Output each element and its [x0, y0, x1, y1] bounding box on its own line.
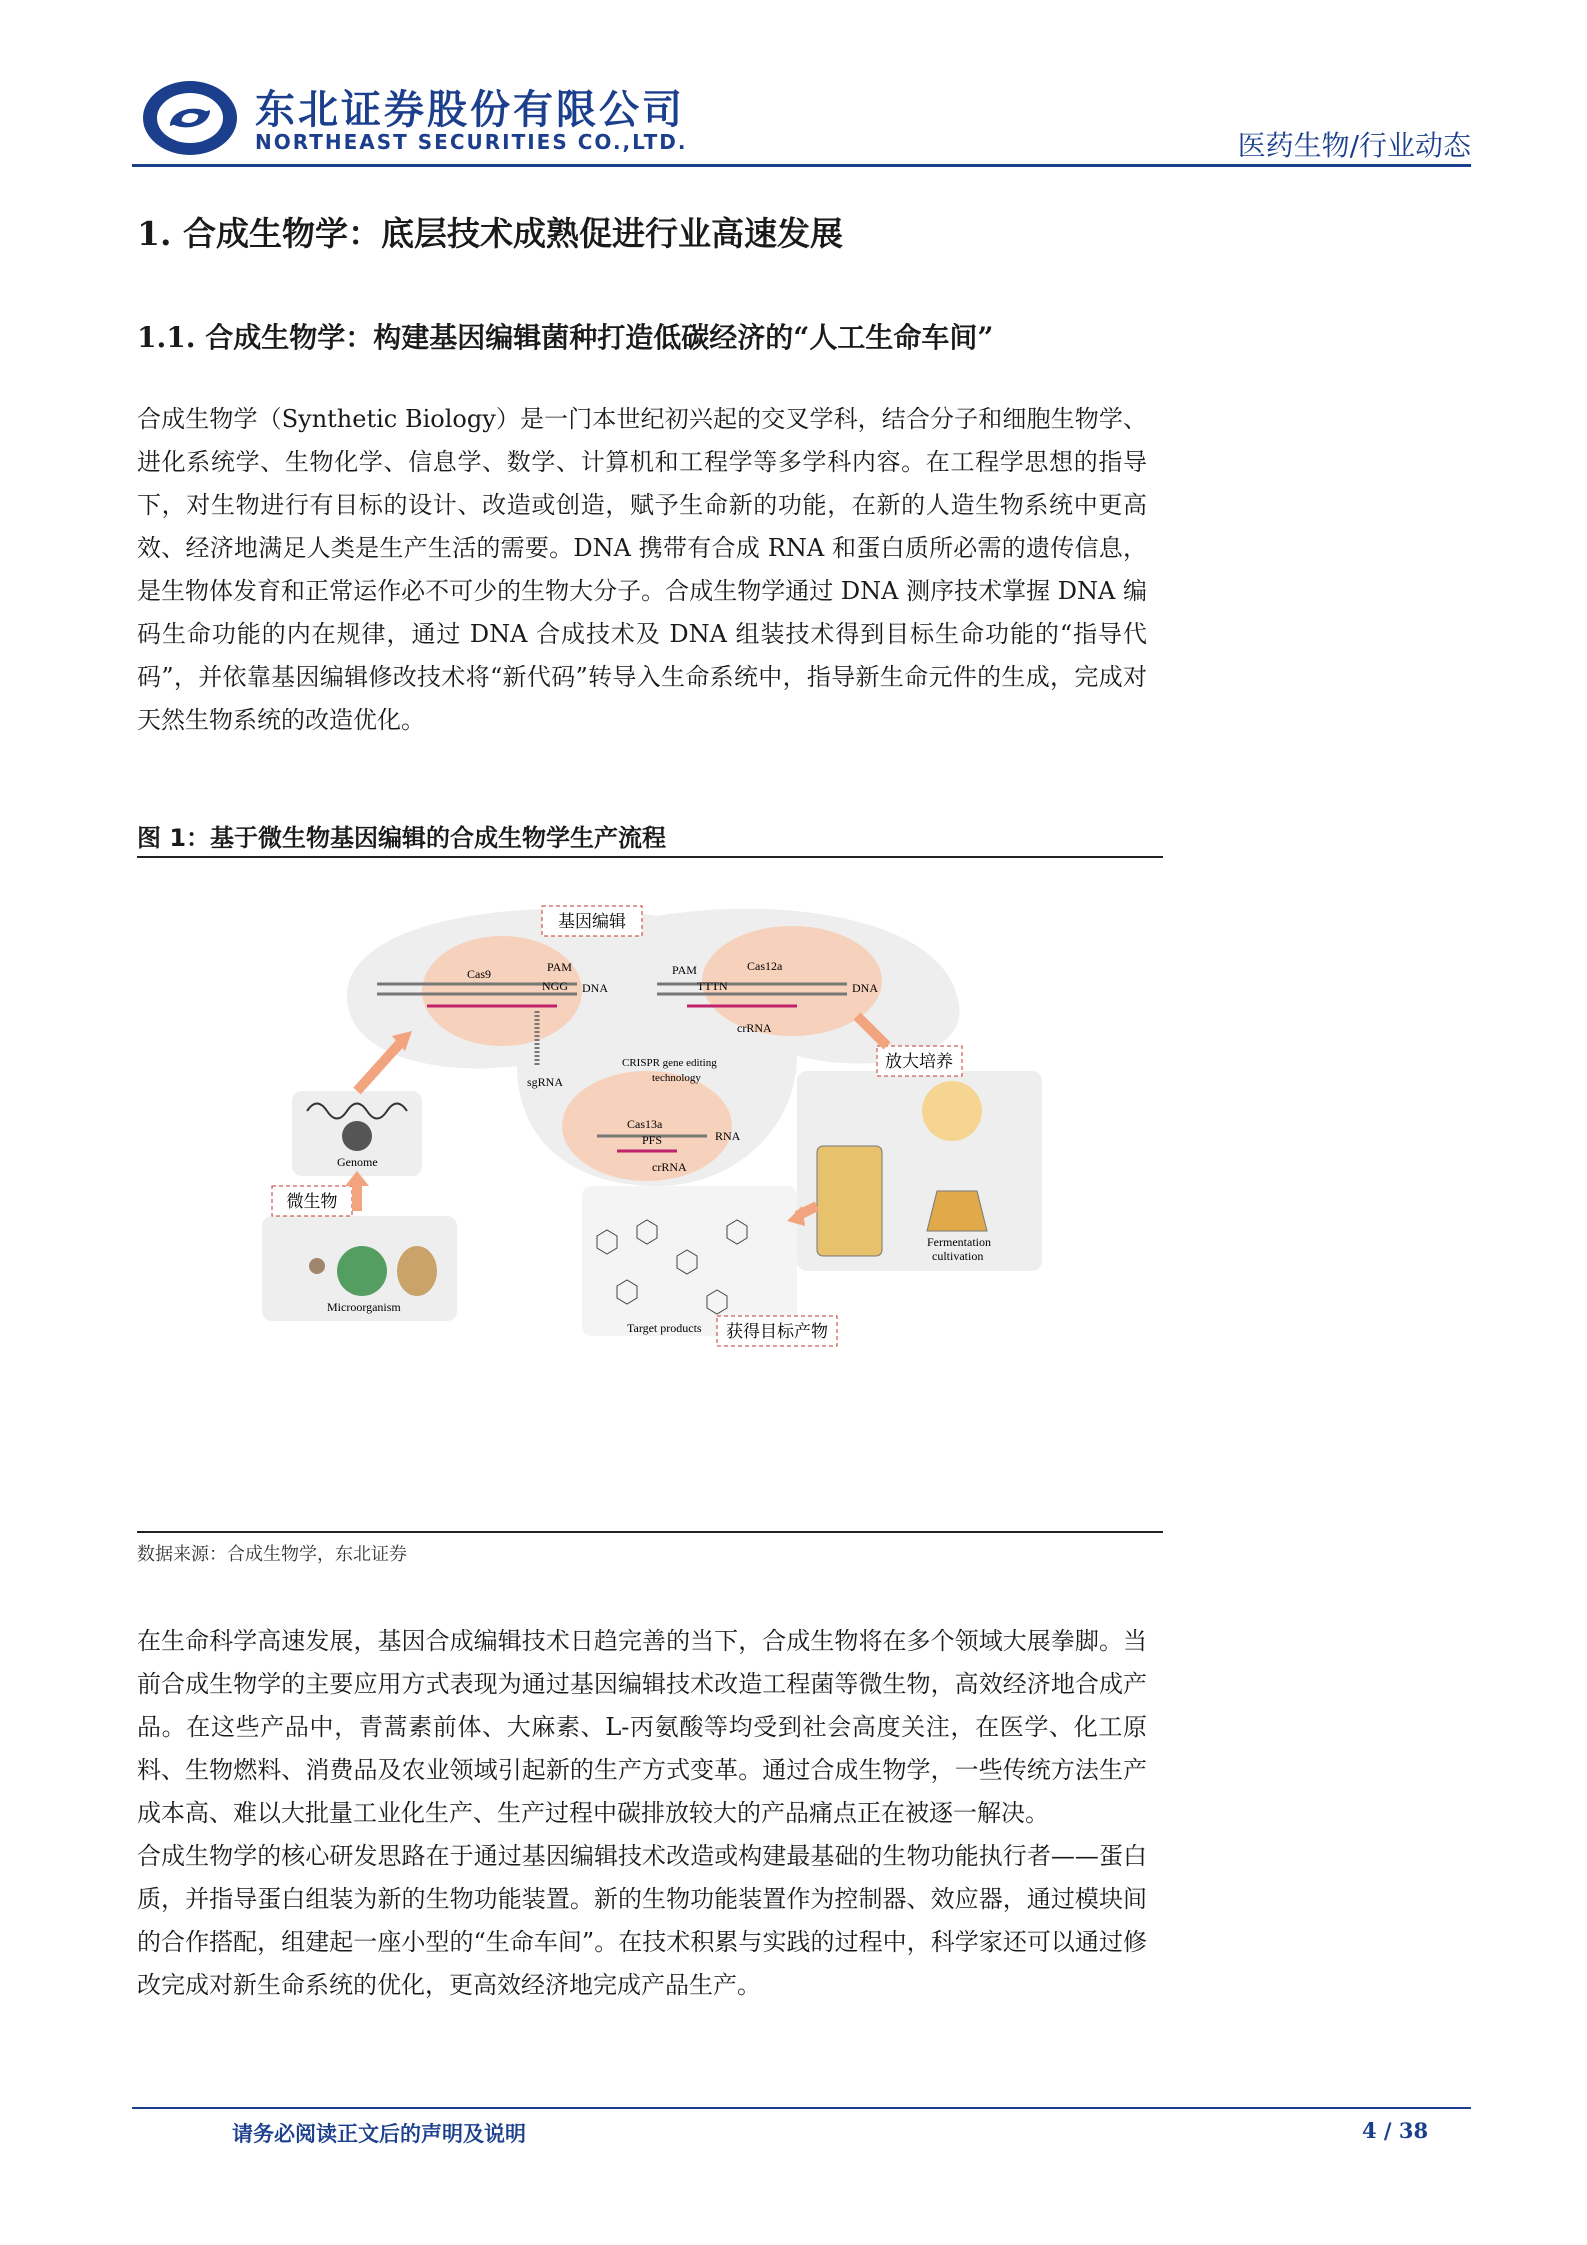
- diagram-label: cultivation: [932, 1249, 984, 1263]
- diagram-label: PAM: [547, 960, 572, 974]
- diagram-label: Microorganism: [327, 1300, 401, 1314]
- diagram-label: CRISPR gene editing: [622, 1057, 717, 1069]
- body-paragraph-2-text: 在生命科学高速发展，基因合成编辑技术日趋完善的当下，合成生物将在多个领域大展拳脚。当前合成生物学的主要应用方式表现为通过基因编辑技术改造工程菌等微生物，高效经济地合成产品。在这些产品中，青蒿素前体、大麻素、L-丙氨酸等均受到社会高度关注，在医学、化工原料、生物燃料、消费品及农业领域引起新的生产方式变革。通过合成生物学，一些传统方法生产成本高、难以大批量工业化生产、生产过程中碳排放较大的产品痛点正在被逐一解决。: [137, 1627, 1147, 1827]
- figure-top-rule: [137, 856, 1163, 858]
- synthetic-biology-process-diagram: [237, 886, 1077, 1524]
- subsection-heading: 1.1. 合成生物学：构建基因编辑菌种打造低碳经济的“人工生命车间”: [137, 321, 994, 354]
- diagram-label: DNA: [852, 981, 878, 995]
- company-name-cn: 东北证券股份有限公司: [255, 87, 685, 133]
- diagram-label: Target products: [627, 1321, 702, 1335]
- figure-bottom-rule: [137, 1531, 1163, 1533]
- report-sector: 医药生物/行业动态: [1237, 129, 1471, 162]
- company-logo: [140, 78, 240, 158]
- diagram-label: technology: [652, 1072, 701, 1084]
- arrow-genome-to-editing: [357, 1041, 402, 1091]
- target-products-panel: [582, 1186, 797, 1336]
- footer-disclaimer: 请务必阅读正文后的声明及说明: [232, 2122, 526, 2146]
- diagram-label: DNA: [582, 981, 608, 995]
- page-number: 4 / 38: [1362, 2118, 1429, 2143]
- label-amplify: 放大培养: [885, 1052, 953, 1071]
- diagram-label: Genome: [337, 1155, 378, 1169]
- label-target: 获得目标产物: [726, 1322, 828, 1341]
- body-paragraph-3-text: 合成生物学的核心研发思路在于通过基因编辑技术改造或构建最基础的生物功能执行者——蛋白质，并指导蛋白组装为新的生物功能装置。新的生物功能装置作为控制器、效应器，通过模块间的合作搭配，组建起一座小型的“生命车间”。在技术积累与实践的过程中，科学家还可以通过修改完成对新生命系统的优化，更高效经济地完成产品生产。: [137, 1842, 1147, 1999]
- company-name-en: NORTHEAST SECURITIES CO.,LTD.: [255, 130, 688, 154]
- body-paragraph-2: [137, 1620, 1147, 2007]
- diagram-label: sgRNA: [527, 1075, 564, 1089]
- diagram-label: Cas13a: [627, 1117, 663, 1131]
- diagram-label: Fermentation: [927, 1235, 991, 1249]
- figure-title: 图 1：基于微生物基因编辑的合成生物学生产流程: [137, 824, 667, 852]
- header-divider: [132, 164, 1471, 167]
- diagram-label: PAM: [672, 963, 697, 977]
- body-paragraph-1: 合成生物学（Synthetic Biology）是一门本世纪初兴起的交叉学科，结合分子和细胞生物学、进化系统学、生物化学、信息学、数学、计算机和工程学等多学科内容。在工程学思想的指导下，对生物进行有目标的设计、改造或创造，赋予生命新的功能，在新的人造生物系统中更高效、经济地满足人类是生产生活的需要。DNA 携带有合成 RNA 和蛋白质所必需的遗传信息，是生物体发育和正常运作必不可少的生物大分子。合成生物学通过 DNA 测序技术掌握 DNA 编码生命功能的内在规律，通过 DNA 合成技术及 DNA 组装技术得到目标生命功能的“指导代码”，并依靠基因编辑修改技术将“新代码”转导入生命系统中，指导新生命元件的生成，完成对天然生物系统的改造优化。: [137, 405, 1147, 734]
- section-heading: 1. 合成生物学：底层技术成熟促进行业高速发展: [137, 214, 843, 253]
- diagram-label: RNA: [715, 1129, 741, 1143]
- label-gene-editing: 基因编辑: [558, 912, 626, 931]
- diagram-label: crRNA: [737, 1021, 772, 1035]
- diagram-label: TTTN: [697, 979, 728, 993]
- diagram-label: NGG: [542, 979, 568, 993]
- figure-source: 数据来源：合成生物学，东北证券: [137, 1544, 407, 1565]
- diagram-label: Cas9: [467, 967, 491, 981]
- diagram-label: Cas12a: [747, 959, 783, 973]
- diagram-label: crRNA: [652, 1160, 687, 1174]
- footer-divider: [132, 2107, 1471, 2109]
- label-microbe: 微生物: [286, 1192, 338, 1211]
- diagram-label: PFS: [642, 1133, 663, 1147]
